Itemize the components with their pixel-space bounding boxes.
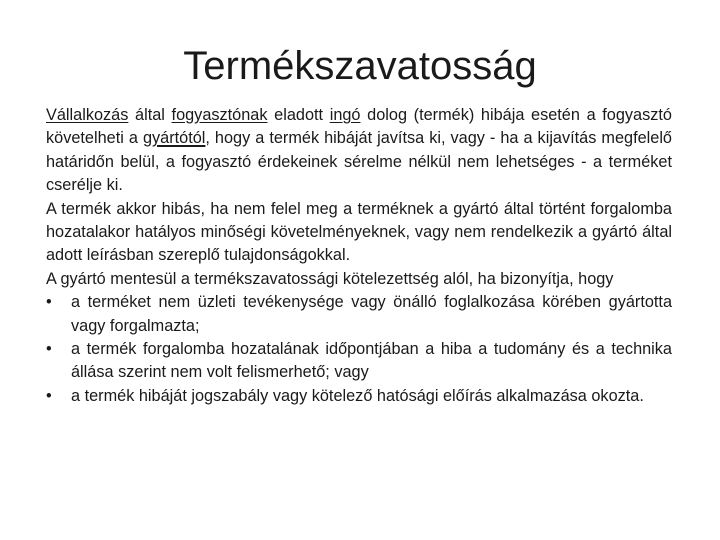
term-ingo: ingó bbox=[329, 106, 361, 124]
text-segment: eladott bbox=[267, 106, 330, 124]
term-fogyasztonak: fogyasztónak bbox=[171, 106, 268, 124]
text-segment: által bbox=[128, 106, 172, 124]
list-item bbox=[46, 338, 672, 385]
bullet-icon: • bbox=[46, 386, 52, 405]
slide-body bbox=[46, 104, 672, 408]
exemption-list bbox=[46, 291, 672, 408]
slide-title: Termékszavatosság bbox=[183, 44, 537, 88]
list-item bbox=[46, 385, 672, 408]
list-item-text: a termék hibáját jogszabály vagy kötelező hatósági előírás alkalmazása okozta. bbox=[71, 386, 644, 405]
bullet-icon: • bbox=[46, 340, 52, 359]
text-segment: , hogy a termék hibáját javítsa ki, vagy - ha a kijavítás megfelelő határidőn belül, a fogyasztó érdekeinek sérelme nélkül nem lehetséges - a terméket cserélje ki. bbox=[46, 129, 672, 195]
list-item-text: a terméket nem üzleti tevékenysége vagy önálló foglalkozása körében gyártotta vagy forgalmazta; bbox=[71, 293, 672, 335]
text-segment: dolog (termék) hibája esetén a fogyasztó követelheti a bbox=[46, 106, 672, 148]
paragraph-definition bbox=[46, 104, 672, 198]
list-item bbox=[46, 291, 672, 338]
term-vallalkozas: Vállalkozás bbox=[46, 106, 129, 124]
paragraph-defect: A termék akkor hibás, ha nem felel meg a terméknek a gyártó által történt forgalomba hozatalakor hatályos minőségi követelményeknek, vagy nem rendelkezik a gyártó által adott leírásban szereplő tulajdonságokkal. bbox=[46, 199, 672, 265]
bullet-icon: • bbox=[46, 293, 52, 312]
term-gyartotol: gyártótól bbox=[142, 129, 206, 148]
list-item-text: a termék forgalomba hozatalának időpontjában a hiba a tudomány és a technika állása szerint nem volt felismerhető; vagy bbox=[71, 340, 672, 382]
paragraph-exemption: A gyártó mentesül a termékszavatossági kötelezettség alól, ha bizonyítja, hogy bbox=[46, 269, 614, 288]
